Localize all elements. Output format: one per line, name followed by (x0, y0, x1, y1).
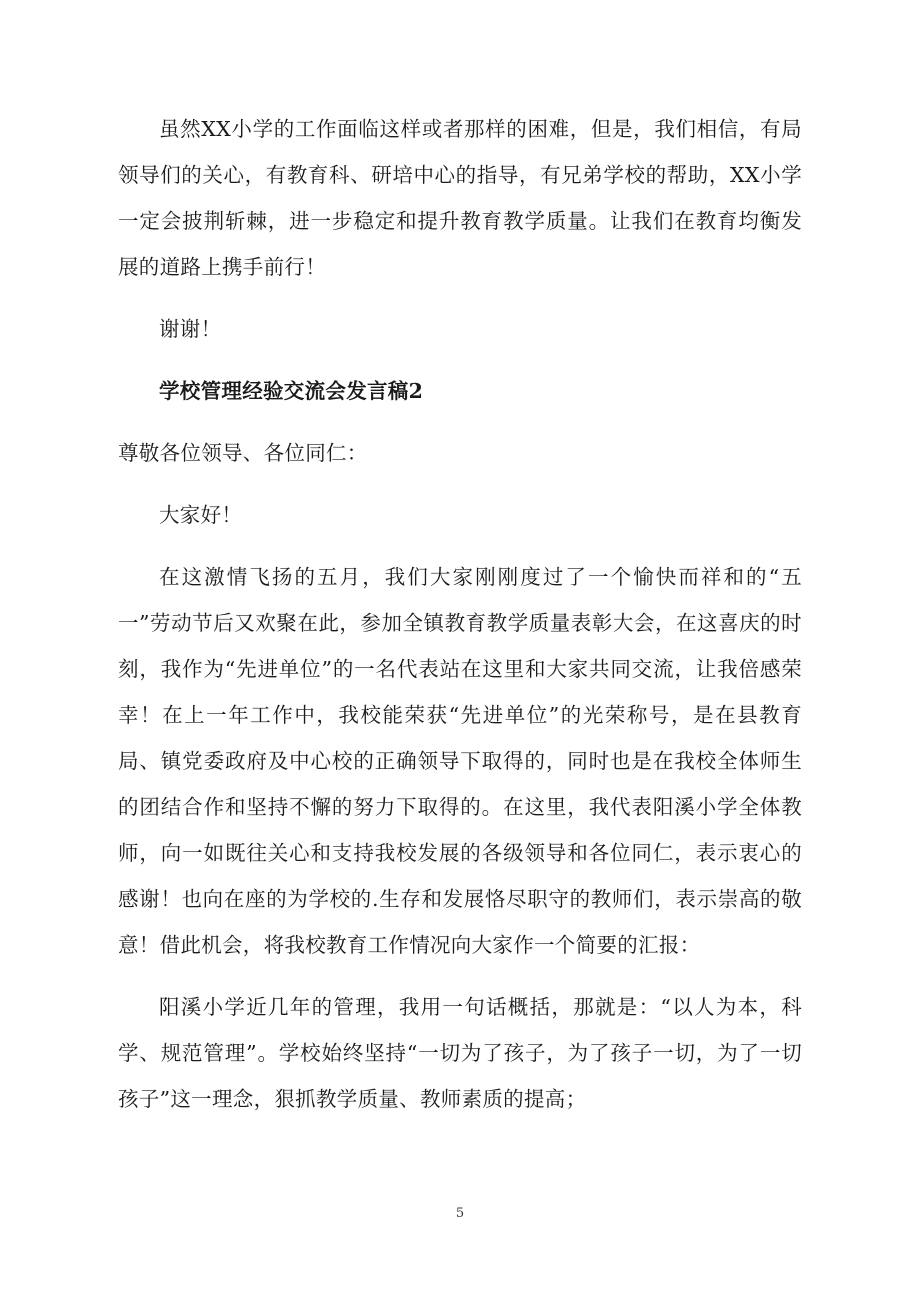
section-heading: 学校管理经验交流会发言稿2 (159, 379, 424, 403)
body-paragraph: 阳溪小学近几年的管理，我用一句话概括，那就是：“以人为本，科学、规范管理”。学校始终坚持“一切为了孩子，为了孩子一切，为了一切孩子”这一理念，狠抓教学质量、教师素质的提高； (118, 995, 802, 1111)
body-paragraph: 在这激情飞扬的五月，我们大家刚刚度过了一个愉快而祥和的“五一”劳动节后又欢聚在此，参加全镇教育教学质量表彰大会，在这喜庆的时刻，我作为“先进单位”的一名代表站在这里和大家共同交流，让我倍感荣幸！在上一年工作中，我校能荣获“先进单位”的光荣称号，是在县教育局、镇党委政府及中心校的正确领导下取得的，同时也是在我校全体师生的团结合作和坚持不懈的努力下取得的。在这里，我代表阳溪小学全体教师，向一如既往关心和支持我校发展的各级领导和各位同仁，表示衷心的感谢！也向在座的为学校的.生存和发展恪尽职守的教师们，表示崇高的敬意！借此机会，将我校教育工作情况向大家作一个简要的汇报： (118, 565, 802, 957)
closing-paragraph: 虽然XX小学的工作面临这样或者那样的困难，但是，我们相信，有局领导们的关心，有教育科、研培中心的指导，有兄弟学校的帮助，XX小学一定会披荆斩棘，进一步稳定和提升教育教学质量。让我们在教育均衡发展的道路上携手前行！ (118, 117, 802, 279)
salutation: 尊敬各位领导、各位同仁： (118, 441, 368, 465)
page-content (118, 106, 802, 1138)
thanks-line: 谢谢！ (159, 317, 222, 341)
page-number: 5 (455, 1206, 465, 1221)
greeting: 大家好！ (159, 503, 243, 527)
